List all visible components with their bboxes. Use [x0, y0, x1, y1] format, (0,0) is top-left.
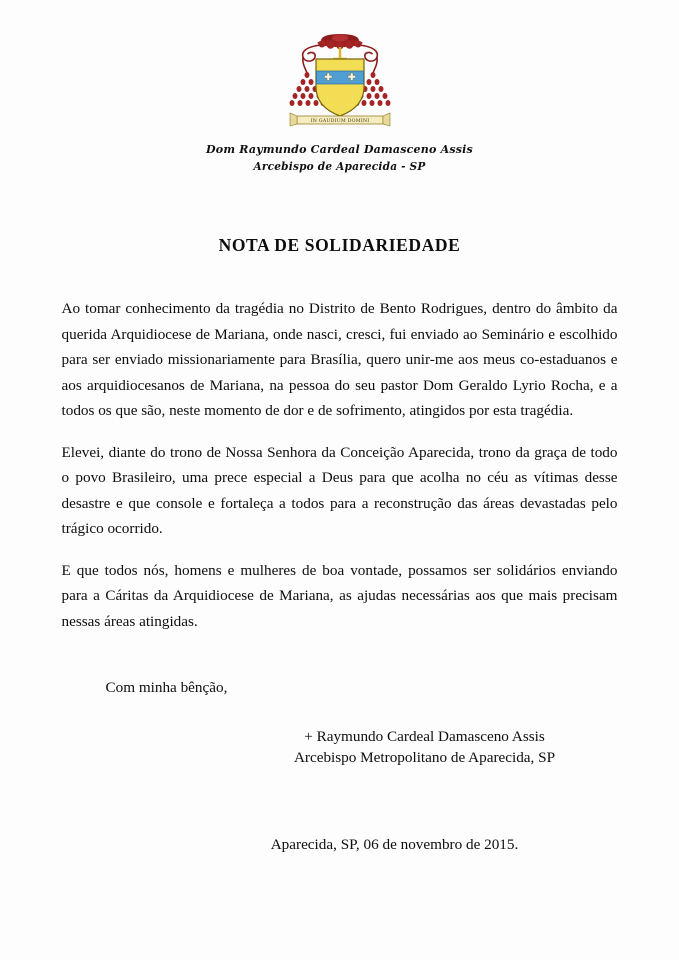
place-date-block: [62, 836, 618, 854]
place-date: Aparecida, SP, 06 de novembro de 2015.: [270, 836, 519, 853]
blessing-line: Com minha bênção,: [105, 679, 228, 696]
paragraph: Ao tomar conhecimento da tragédia no Distrito de Bento Rodrigues, dentro do âmbito da querida Arquidiocese de Mariana, onde nasci, cresci, fui enviado ao Seminário e escolhido para ser enviado missionariamente para Brasília, quero unir-me aos meus co-estaduanos e aos arquidiocesanos de Mariana, na pessoa do seu pastor Dom Geraldo Lyrio Rocha, e a todos os que são, neste momento de dor e de sofrimento, atingidos por esta tragédia.: [61, 300, 618, 419]
closing-block: [62, 676, 618, 768]
letterhead: [0, 0, 679, 173]
signature-block: [62, 726, 618, 768]
paragraph: E que todos nós, homens e mulheres de boa vontade, possamos ser solidários enviando para a Cáritas da Arquidiocese de Mariana, as ajudas necessárias aos que mais precisam nessas áreas atingidas.: [61, 561, 618, 630]
page-title: NOTA DE SOLIDARIEDADE: [218, 235, 461, 255]
coat-of-arms-crest: [260, 28, 420, 136]
paragraph: Elevei, diante do trono de Nossa Senhora da Conceição Aparecida, trono da graça de todo o povo Brasileiro, uma prece especial a Deus para que acolha no céu as vítimas desse desastre e que console e fortaleça a todos para a reconstrução das áreas devastadas pelo trágico ocorrido.: [61, 443, 618, 537]
svg-text:IN GAUDIUM DOMINI: IN GAUDIUM DOMINI: [310, 119, 369, 124]
letterhead-name: Dom Raymundo Cardeal Damasceno Assis: [206, 142, 473, 156]
signature-title: Arcebispo Metropolitano de Aparecida, SP: [293, 749, 556, 766]
signature-name: + Raymundo Cardeal Damasceno Assis: [304, 728, 545, 745]
body-text: [62, 296, 618, 634]
letterhead-subtitle: Arcebispo de Aparecida - SP: [253, 160, 426, 173]
